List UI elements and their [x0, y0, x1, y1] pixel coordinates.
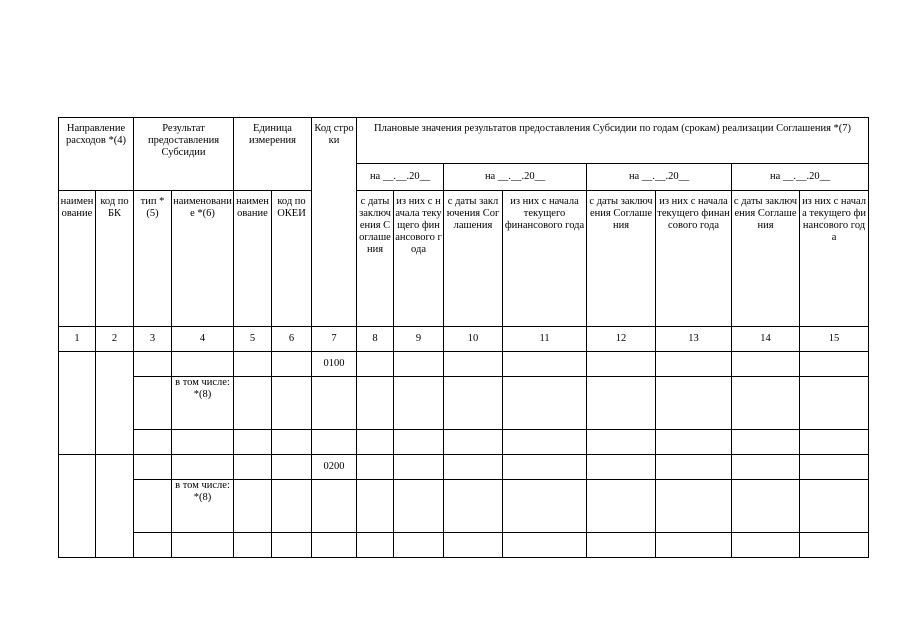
table-cell[interactable]	[134, 455, 172, 480]
table-cell[interactable]	[444, 455, 503, 480]
table-cell[interactable]	[800, 455, 869, 480]
table-row	[59, 480, 869, 533]
table-cell[interactable]	[587, 533, 656, 558]
subheader-result-name: наименование *(6)	[172, 191, 234, 327]
including-label: в том числе: *(8)	[172, 480, 234, 533]
table-cell[interactable]	[587, 352, 656, 377]
subheader-directions-name: наименование	[59, 191, 96, 327]
table-cell[interactable]	[587, 480, 656, 533]
subheader-from-date-4: с даты заключения Соглашения	[732, 191, 800, 327]
table-cell[interactable]	[357, 455, 394, 480]
table-cell[interactable]	[134, 430, 172, 455]
table-cell[interactable]	[172, 533, 234, 558]
subsidy-results-table	[58, 117, 869, 558]
period-1: на __.__.20__	[357, 164, 444, 191]
table-cell[interactable]	[172, 430, 234, 455]
table-cell[interactable]	[444, 377, 503, 430]
column-number: 10	[444, 327, 503, 352]
table-cell[interactable]	[357, 430, 394, 455]
subheader-type: тип *(5)	[134, 191, 172, 327]
table-cell[interactable]	[272, 480, 312, 533]
table-cell[interactable]	[732, 352, 800, 377]
table-cell[interactable]	[800, 480, 869, 533]
table-row	[59, 430, 869, 455]
column-number: 14	[732, 327, 800, 352]
table-cell[interactable]	[656, 352, 732, 377]
table-cell[interactable]	[732, 430, 800, 455]
table-cell[interactable]	[357, 377, 394, 430]
table-cell[interactable]	[394, 430, 444, 455]
table-cell[interactable]	[587, 455, 656, 480]
table-cell[interactable]	[134, 377, 172, 430]
period-3: на __.__.20__	[587, 164, 732, 191]
table-cell[interactable]	[503, 533, 587, 558]
table-cell[interactable]	[444, 480, 503, 533]
table-cell[interactable]	[134, 480, 172, 533]
table-cell[interactable]	[234, 352, 272, 377]
table-cell[interactable]	[234, 430, 272, 455]
column-number: 3	[134, 327, 172, 352]
table-cell[interactable]	[800, 377, 869, 430]
subheader-bk-code: код по БК	[96, 191, 134, 327]
table-cell[interactable]	[134, 352, 172, 377]
table-cell[interactable]	[587, 377, 656, 430]
table-cell[interactable]	[732, 533, 800, 558]
period-4: на __.__.20__	[732, 164, 869, 191]
table-cell[interactable]	[312, 430, 357, 455]
table-cell[interactable]	[656, 377, 732, 430]
header-result: Результат предоставления Субсидии	[134, 118, 234, 191]
table-cell[interactable]	[272, 533, 312, 558]
table-cell[interactable]	[394, 480, 444, 533]
table-cell[interactable]	[234, 480, 272, 533]
table-cell[interactable]	[234, 533, 272, 558]
column-number: 9	[394, 327, 444, 352]
column-number: 5	[234, 327, 272, 352]
table-cell[interactable]	[357, 533, 394, 558]
table-row	[59, 455, 869, 480]
column-number: 2	[96, 327, 134, 352]
header-code-line: Код строки	[312, 118, 357, 327]
table-cell[interactable]	[503, 480, 587, 533]
table-cell[interactable]	[444, 430, 503, 455]
table-cell[interactable]	[272, 352, 312, 377]
table-cell[interactable]	[234, 455, 272, 480]
header-planned-values: Плановые значения результатов предоставления Субсидии по годам (срокам) реализации Соглашения *(7)	[357, 118, 869, 164]
column-numbers-row	[59, 327, 869, 352]
table-cell[interactable]	[503, 430, 587, 455]
subheader-unit-name: наименование	[234, 191, 272, 327]
column-number: 7	[312, 327, 357, 352]
table-cell[interactable]	[312, 377, 357, 430]
table-cell[interactable]	[96, 352, 134, 455]
column-number: 8	[357, 327, 394, 352]
table-cell[interactable]	[656, 480, 732, 533]
table-cell[interactable]	[394, 455, 444, 480]
table-cell[interactable]	[172, 352, 234, 377]
table-cell[interactable]	[394, 352, 444, 377]
table-cell[interactable]	[312, 480, 357, 533]
table-row	[59, 533, 869, 558]
table-cell[interactable]	[656, 430, 732, 455]
table-cell[interactable]	[444, 352, 503, 377]
column-number: 6	[272, 327, 312, 352]
header-unit: Единица измерения	[234, 118, 312, 191]
table-cell[interactable]	[357, 480, 394, 533]
table-cell[interactable]	[800, 352, 869, 377]
table-cell[interactable]	[656, 455, 732, 480]
table-cell[interactable]	[312, 533, 357, 558]
table-cell[interactable]	[272, 455, 312, 480]
subheader-from-year-start-2: из них с начала текущего финансового года	[503, 191, 587, 327]
table-cell[interactable]	[394, 533, 444, 558]
column-number: 12	[587, 327, 656, 352]
subheader-from-year-start-3: из них с начала текущего финансового года	[656, 191, 732, 327]
table-cell[interactable]	[656, 533, 732, 558]
header-row-3	[59, 191, 869, 327]
table-cell[interactable]	[172, 455, 234, 480]
header-row-1	[59, 118, 869, 164]
header-directions: Направление расходов *(4)	[59, 118, 134, 191]
subheader-okei-code: код по ОКЕИ	[272, 191, 312, 327]
table-row	[59, 377, 869, 430]
table-cell[interactable]	[59, 455, 96, 558]
including-label: в том числе: *(8)	[172, 377, 234, 430]
table-cell[interactable]	[800, 430, 869, 455]
table-cell[interactable]	[444, 533, 503, 558]
table-cell[interactable]	[732, 480, 800, 533]
table-cell[interactable]	[800, 533, 869, 558]
table-cell[interactable]	[357, 352, 394, 377]
period-2: на __.__.20__	[444, 164, 587, 191]
table-cell[interactable]	[732, 455, 800, 480]
table-cell[interactable]	[272, 430, 312, 455]
column-number: 1	[59, 327, 96, 352]
table-cell[interactable]	[394, 377, 444, 430]
row-code-cell: 0200	[312, 455, 357, 480]
column-number: 13	[656, 327, 732, 352]
subheader-from-year-start-4: из них с начала текущего финансового года	[800, 191, 869, 327]
subheader-from-date-3: с даты заключения Соглашения	[587, 191, 656, 327]
table-cell[interactable]	[503, 377, 587, 430]
table-row	[59, 352, 869, 377]
table-cell[interactable]	[59, 352, 96, 455]
table-cell[interactable]	[503, 352, 587, 377]
table-cell[interactable]	[134, 533, 172, 558]
table-cell[interactable]	[732, 377, 800, 430]
column-number: 4	[172, 327, 234, 352]
table-cell[interactable]	[234, 377, 272, 430]
row-code-cell: 0100	[312, 352, 357, 377]
table-cell[interactable]	[587, 430, 656, 455]
subheader-from-date-1: с даты заключения Соглашения	[357, 191, 394, 327]
subheader-from-year-start-1: из них с начала текущего финансового года	[394, 191, 444, 327]
column-number: 11	[503, 327, 587, 352]
column-number: 15	[800, 327, 869, 352]
subheader-from-date-2: с даты заключения Соглашения	[444, 191, 503, 327]
table-cell[interactable]	[503, 455, 587, 480]
table-cell[interactable]	[272, 377, 312, 430]
table-cell[interactable]	[96, 455, 134, 558]
